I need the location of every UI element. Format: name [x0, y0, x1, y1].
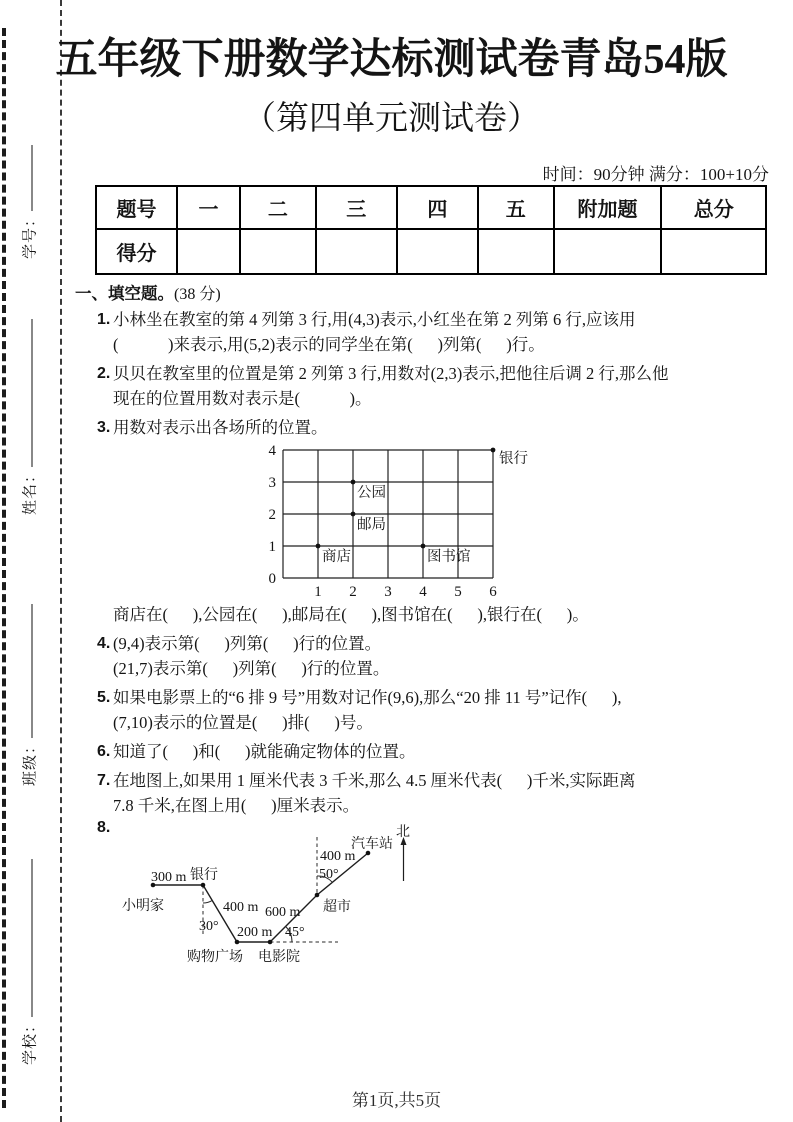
sidebar-field-student-id — [19, 145, 40, 259]
place-dot — [201, 883, 206, 888]
y-axis-tick-label: 0 — [268, 571, 276, 587]
question-number: 4. — [97, 635, 111, 652]
question-line: (7,10)表示的位置是( )排( )号。 — [113, 713, 373, 732]
question-number: 1. — [97, 311, 111, 328]
page-title: 五年级下册数学达标测试卷青岛54版 — [55, 37, 728, 83]
score-cell-empty — [661, 229, 766, 274]
header-cell: 一 — [177, 186, 240, 229]
question-line: 现在的位置用数对表示是( )。 — [113, 389, 372, 408]
place-dot — [315, 893, 320, 898]
distance-label: 200 m — [237, 925, 273, 940]
school-label: 学校： — [22, 1016, 39, 1066]
grid-point-label: 公园 — [357, 485, 386, 501]
exam-meta: 时间：90分钟 满分：100+10分 — [542, 165, 769, 184]
y-axis-tick-label: 4 — [268, 443, 276, 459]
question-line: 用数对表示出各场所的位置。 — [113, 418, 328, 437]
distance-label: 300 m — [151, 870, 187, 885]
grid-point — [316, 544, 321, 549]
header-cell: 三 — [316, 186, 397, 229]
grid-point-label: 银行 — [499, 451, 528, 467]
page-subtitle: （第四单元测试卷） — [243, 101, 540, 137]
question-line: 商店在( ),公园在( ),邮局在( ),图书馆在( ),银行在( )。 — [113, 605, 589, 624]
q3-grid-chart — [253, 442, 553, 602]
question-number: 8. — [97, 819, 111, 836]
y-axis-tick-label: 2 — [268, 507, 276, 523]
grid-point-label: 邮局 — [357, 517, 386, 533]
place-label: 购物广场 — [187, 950, 243, 965]
x-axis-tick-label: 4 — [419, 584, 427, 600]
question-number: 7. — [97, 772, 111, 789]
question-line: 如果电影票上的“6 排 9 号”用数对记作(9,6),那么“20 排 11 号”记作( ), — [113, 688, 622, 707]
score-table-score-row — [96, 229, 766, 274]
fill-in-blanks-section — [75, 281, 783, 974]
x-axis-tick-label: 2 — [349, 584, 357, 600]
header-cell: 四 — [397, 186, 478, 229]
north-arrow-icon — [401, 837, 407, 881]
section-heading — [75, 281, 783, 307]
score-cell-empty — [177, 229, 240, 274]
question-number: 3. — [97, 419, 111, 436]
sidebar-field-class — [19, 604, 40, 786]
place-dot — [268, 940, 273, 945]
angle-arc — [203, 900, 212, 903]
x-axis-tick-label: 6 — [489, 584, 497, 600]
question-number: 2. — [97, 365, 111, 382]
header-cell: 附加题 — [554, 186, 662, 229]
question-line: ( )来表示,用(5,2)表示的同学坐在第( )列第( )行。 — [113, 335, 545, 354]
y-axis-tick-label: 1 — [268, 539, 276, 555]
angle-label: 50° — [319, 867, 339, 882]
blank-line — [30, 604, 33, 738]
question-6 — [75, 739, 783, 764]
section-points: (38 分) — [174, 286, 221, 303]
grid-point — [351, 480, 356, 485]
footer-page-indicator: 第1页,共5页 — [351, 1091, 442, 1110]
place-label: 银行 — [190, 868, 218, 883]
blank-line — [30, 145, 33, 211]
score-cell-empty — [397, 229, 478, 274]
north-label: 北 — [396, 825, 410, 840]
grid-point-label: 图书馆 — [427, 549, 471, 565]
question-line: 小林坐在教室的第 4 列第 3 行,用(4,3)表示,小红坐在第 2 列第 6 行,应该用 — [113, 310, 636, 329]
place-label: 汽车站 — [351, 837, 393, 852]
angle-label: 30° — [199, 919, 219, 934]
question-line: 贝贝在教室里的位置是第 2 列第 3 行,用数对(2,3)表示,把他往后调 2 行,那么他 — [113, 364, 669, 383]
score-cell-empty — [240, 229, 316, 274]
header-cell: 总分 — [661, 186, 766, 229]
distance-label: 400 m — [320, 849, 356, 864]
place-dot — [235, 940, 240, 945]
question-line: (9,4)表示第( )列第( )行的位置。 — [113, 634, 382, 653]
header-cell: 五 — [478, 186, 554, 229]
name-label: 姓名： — [22, 466, 39, 516]
grid-point — [351, 512, 356, 517]
question-line: 7.8 千米,在图上用( )厘米表示。 — [113, 796, 360, 815]
question-number: 5. — [97, 689, 111, 706]
score-table-header-row — [96, 186, 766, 229]
question-8 — [75, 815, 783, 970]
distance-label: 400 m — [223, 900, 259, 915]
section-title: 一、填空题。 — [75, 285, 174, 303]
margin-separator-dashed-line — [60, 0, 62, 1122]
place-label: 小明家 — [122, 899, 164, 914]
sidebar-field-school — [19, 859, 40, 1065]
score-cell-empty — [478, 229, 554, 274]
x-axis-tick-label: 1 — [314, 584, 322, 600]
place-label: 超市 — [323, 900, 351, 915]
class-label: 班级： — [22, 737, 39, 787]
distance-label: 600 m — [265, 905, 301, 920]
student-id-label: 学号： — [22, 210, 39, 260]
q8-route-diagram — [85, 815, 450, 970]
question-7 — [75, 768, 783, 818]
question-2 — [75, 361, 783, 411]
question-line: 在地图上,如果用 1 厘米代表 3 千米,那么 4.5 厘米代表( )千米,实际距离 — [113, 771, 636, 790]
x-axis-tick-label: 5 — [454, 584, 462, 600]
page-edge-dashes — [2, 28, 6, 1108]
grid-point — [491, 448, 496, 453]
question-1 — [75, 307, 783, 357]
grid-point-label: 商店 — [322, 549, 351, 565]
score-row-label: 得分 — [96, 229, 177, 274]
question-number: 6. — [97, 743, 111, 760]
header-cell: 二 — [240, 186, 316, 229]
y-axis-tick-label: 3 — [268, 475, 276, 491]
grid-point — [421, 544, 426, 549]
blank-line — [30, 859, 33, 1017]
question-3 — [75, 415, 783, 627]
place-label: 电影院 — [258, 950, 300, 965]
angle-label: 45° — [285, 925, 305, 940]
question-line: (21,7)表示第( )列第( )行的位置。 — [113, 659, 390, 678]
score-cell-empty — [316, 229, 397, 274]
score-cell-empty — [554, 229, 662, 274]
question-5 — [75, 685, 783, 735]
question-4 — [75, 631, 783, 681]
x-axis-tick-label: 3 — [384, 584, 392, 600]
sidebar-field-name — [19, 319, 40, 515]
question-line: 知道了( )和( )就能确定物体的位置。 — [113, 742, 416, 761]
blank-line — [30, 319, 33, 467]
score-table — [95, 185, 767, 275]
header-cell: 题号 — [96, 186, 177, 229]
